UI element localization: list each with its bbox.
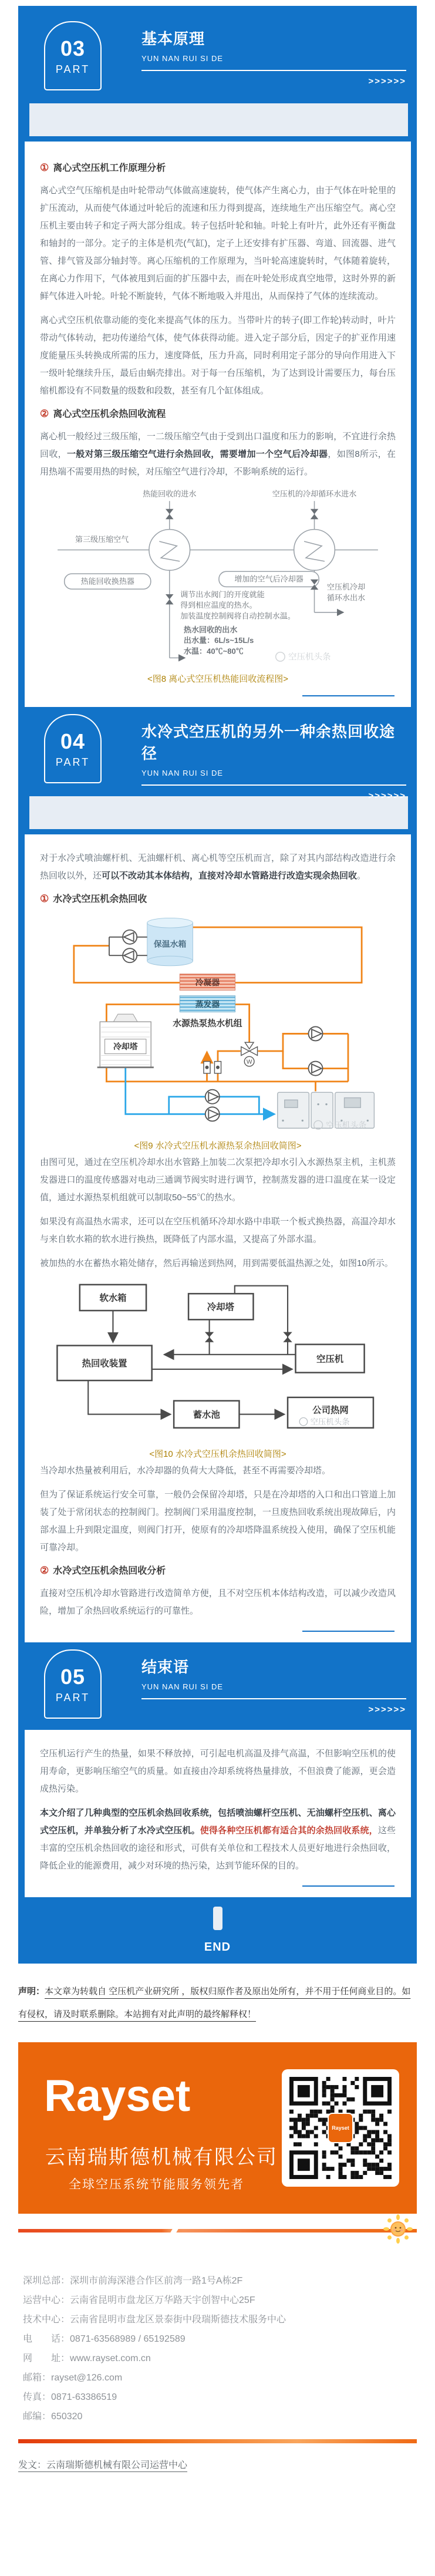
section-header-text [141, 27, 406, 86]
fig8-label-hot-inlet: 热能回收的进水 [143, 489, 197, 499]
card-bottom-rule [302, 1885, 394, 1887]
section-03 [18, 21, 417, 707]
fig8-note-2: 得到相应温度的热水。 [180, 601, 257, 610]
part-number: 05 [60, 1664, 86, 1689]
section-05-card [25, 1730, 411, 1897]
company-slogan: 全球空压系统节能服务领先者 [69, 2178, 244, 2191]
fig8-label-hx1: 热能回收换热器 [80, 577, 134, 586]
fig8-out-3: 水温：40℃~80℃ [183, 646, 244, 656]
section-subtitle: YUN NAN RUI SI DE [141, 1682, 224, 1691]
fig9-tank [147, 918, 193, 965]
part-badge-04 [44, 714, 102, 783]
paragraph: 如果没有高温热水需求，还可以在空压机循环冷却水路中串联一个板式换热器，高温冷却水与来自软水箱的软水进行换热，既降低了内部水温，又提高了外部水温。 [40, 1217, 396, 1244]
card-bottom-rule [302, 1631, 394, 1632]
section-header-text [141, 1655, 406, 1715]
svg-text:保温水箱: 保温水箱 [153, 939, 187, 949]
svg-text:蒸发器: 蒸发器 [195, 999, 220, 1009]
end-label: END [204, 1941, 231, 1954]
svg-text:水源热泵热水机组: 水源热泵热水机组 [173, 1019, 242, 1029]
fig8-out-2: 出水量：6L/s~15L/s [183, 636, 254, 645]
contact-row-email: 邮箱：rayset@126.com [23, 2373, 123, 2383]
part-label: PART [55, 63, 90, 75]
bold-text: 可以不改动其本体结构，直接对冷却水管路进行改造实现余热回收 [102, 871, 358, 881]
section-subtitle: YUN NAN RUI SI DE [141, 54, 224, 63]
figure-8-caption: <图8 离心式空压机热能回收流程图> [147, 674, 289, 684]
card-bottom-rule [302, 695, 394, 696]
fig8-out-right-2: 循环水出水 [326, 593, 366, 602]
part-number: 03 [60, 36, 86, 60]
publisher-text: 云南瑞斯德机械有限公司运营中心 [46, 2460, 188, 2470]
fig9-heat-pump-unit [173, 974, 242, 1029]
fig8-label-hx2: 增加的空气后冷却器 [234, 574, 304, 584]
part-label: PART [55, 1691, 90, 1703]
figure-10-caption: <图10 水冷式空压机余热回收简图> [149, 1449, 286, 1459]
bold-text: 本文介绍了几种典型的空压机余热回收系统，包括喷油螺杆空压机、无油螺杆空压机、离心式空压机，并单独分析了水冷式空压机。 [40, 1808, 396, 1836]
subheading: 水冷式空压机余热回收 [53, 894, 147, 904]
company-name: 云南瑞斯德机械有限公司 [45, 2146, 278, 2168]
contact-row-phone: 电 话：0871-63568989 / 65192589 [23, 2334, 186, 2344]
section-panel [29, 796, 408, 829]
fig8-label-stage3-air: 第三级压缩空气 [75, 534, 129, 544]
paragraph: 离心机一般经过三级压缩，一二级压缩空气由于受到出口温度和压力的影响，不宜进行余热回收，一般对第三级压缩空气进行余热回收，需要增加一个空气后冷却器，如图8所示，在用热端不需要用热的时候，对压缩空气进行冷却，不影响系统的运行。 [40, 432, 396, 477]
fig9-valve-motor-label: W [246, 1059, 252, 1066]
fig8-out-right-1: 空压机冷却 [326, 582, 366, 592]
fig8-out-1: 热水回收的出水 [183, 625, 238, 634]
part-label: PART [55, 756, 90, 768]
paragraph: 离心式空压机依靠动能的变化来提高气体的压力。当带叶片的转子(即工作轮)转动时，叶片带动气体转动，把功传递给气体，使气体获得动能。进入定子部分后，因定子的扩亚作用速度能量压头转换成所需的压力，速度降低，压力升高，同时利用定子部分的导向作用进入下一级叶轮继续升压，最后由蜗壳排出。对于每一台压缩机，为了达到设计需要压力，每台压缩机都设有不同数量的级数和段数，甚至有几个缸体组成。 [40, 315, 396, 396]
contact-row-website: 网 址：www.rayset.com.cn [23, 2353, 151, 2363]
contact-row-ops: 运营中心：云南省昆明市盘龙区万华路天宇创智中心25F [23, 2295, 255, 2305]
subheading: 离心式空压机余热回收流程 [53, 409, 166, 419]
paragraph: 直接对空压机冷却水管路进行改造简单方便，且不对空压机本体结构改造，可以减少改造风险，增加了余热回收系统运行的可靠性。 [40, 1588, 396, 1616]
section-title: 结束语 [141, 1658, 190, 1676]
fig8-diagram [42, 487, 394, 665]
section-05-header [44, 1649, 417, 1725]
circled-number-icon: ① [40, 162, 49, 173]
chevrons-icon: >>>>>> [368, 76, 406, 86]
svg-text:空压机头条: 空压机头条 [288, 652, 331, 662]
contact-row-tech: 技术中心：云南省昆明市盘龙区景泰街中段瑞斯德技术服务中心 [23, 2315, 286, 2325]
orange-divider-top [18, 2229, 417, 2232]
watermark [276, 651, 331, 662]
contact-row-zip: 邮编：650320 [23, 2412, 83, 2422]
fig9-cooling-tower [97, 1014, 154, 1068]
section-panel [29, 103, 408, 136]
circled-number-icon: ② [40, 408, 49, 419]
section-header-text [141, 720, 406, 801]
end-bar-icon [213, 1907, 222, 1930]
paragraph: 当冷却水热量被利用后，水冷却器的负荷大大降低，甚至不再需要冷却塔。 [40, 1466, 331, 1476]
fig8-label-cool-inlet: 空压机的冷却循环水进水 [272, 489, 357, 499]
red-emphasis-text: 使得各种空压机都有适合其的余热回收系统， [200, 1826, 378, 1836]
fig10-label-tower: 冷却塔 [207, 1302, 234, 1312]
fig10-diagram [49, 1279, 387, 1440]
paragraph: 由图可见，通过在空压机冷却水出水管路上加装二次泵把冷却水引入水源热泵主机，主机蒸发器进口的温度传感器对电动三通调节阀实时进行调节，控制蒸发器的进口温度在某一设定值，通过水源热泵机组就可以制取50~55℃的热水。 [40, 1157, 396, 1203]
section-04-header [44, 714, 417, 801]
section-subtitle: YUN NAN RUI SI DE [141, 769, 224, 777]
fig10-label-compressor: 空压机 [316, 1354, 344, 1365]
chevrons-icon: >>>>>> [368, 791, 406, 801]
section-04 [18, 714, 417, 1642]
circled-number-icon: ② [40, 1565, 49, 1576]
paragraph: 被加热的水在蓄热水箱处储存，然后再输送到热网，用到需要低温热源之处，如图10所示。 [40, 1258, 393, 1268]
disclaimer-label: 声明： [18, 1986, 45, 1996]
section-04-card [25, 834, 411, 1642]
disclaimer [18, 1980, 417, 2026]
section-title: 基本原理 [141, 30, 205, 48]
section-title: 水冷式空压机的另外一种余热回收途径 [141, 723, 396, 762]
section-03-header [44, 21, 417, 96]
orange-divider-bottom [18, 2439, 417, 2443]
fig9-diagram [44, 913, 392, 1132]
contact-block [18, 2229, 417, 2443]
svg-text:冷凝器: 冷凝器 [195, 978, 220, 988]
article-body [18, 6, 417, 1964]
fig10-label-heat-grid: 公司热网 [312, 1405, 349, 1416]
header-divider [141, 70, 406, 71]
end-block [18, 1897, 417, 1954]
fig10-label-pool: 蓄水池 [193, 1410, 220, 1420]
fig8-note-1: 调节出水阀门的开度就能 [180, 590, 265, 599]
contact-row-fax: 传真：0871-63386519 [23, 2392, 117, 2402]
svg-text:空压机头条: 空压机头条 [310, 1417, 350, 1426]
subheading: 水冷式空压机余热回收分析 [53, 1566, 166, 1576]
qr-code [282, 2069, 399, 2187]
contact-rows [18, 2232, 417, 2426]
subheading-row [40, 160, 396, 174]
part-badge-05 [44, 1649, 102, 1719]
subheading-row [40, 1563, 396, 1577]
bold-text: 一般对第三级压缩空气进行余热回收，需要增加一个空气后冷却器 [66, 449, 328, 459]
circled-number-icon: ① [40, 893, 49, 904]
part-badge-03 [44, 21, 102, 90]
contact-row-hq: 深圳总部：深圳市前海深港合作区前湾一路1号A栋2F [23, 2276, 243, 2286]
qr-center-logo: Rayset [328, 2113, 353, 2143]
section-03-card [25, 142, 411, 707]
fig8-note-3: 加装温度控制阀将自动控制水温。 [180, 611, 295, 621]
header-divider [141, 1698, 406, 1699]
header-divider [141, 784, 406, 786]
paragraph: 但为了保证系统运行安全可靠，一般仍会保留冷却塔，只是在冷却塔的入口和出口管道上加装了处于常闭状态的控制阀门。控制阀门采用温度控制，一旦废热回收系统出现故障后，内部水温上升到限定温度，则阀门打开，使原有的冷却塔降温系统投入使用，确保了空压机能可靠冷却。 [40, 1490, 396, 1553]
brand-banner [18, 2042, 417, 2214]
figure-9-heat-pump-recovery [40, 913, 396, 1134]
subheading: 离心式空压机工作原理分析 [53, 163, 166, 173]
publisher-label: 发文： [18, 2460, 47, 2470]
fig10-label-soft-tank: 软水箱 [99, 1293, 127, 1304]
rayset-logo: Rayset [44, 2071, 191, 2121]
disclaimer-text: 本文章为转载自 空压机产业研究所 ，版权归原作者及原出处所有，并不用于任何商业目的。如有侵权，请及时联系删除。本站拥有对此声明的最终解释权！ [18, 1986, 411, 2019]
paragraph: 本文介绍了几种典型的空压机余热回收系统，包括喷油螺杆空压机、无油螺杆空压机、离心式空压机，并单独分析了水冷式空压机。使得各种空压机都有适合其的余热回收系统，这些丰富的空压机余热回收的途径和形式，可供有关单位和工程技术人员更好地进行余热回收，降低企业的能源费用，减少对环境的热污染，达到节能环保的目的。 [40, 1808, 396, 1871]
fig10-label-recovery: 热回收装置 [82, 1359, 127, 1369]
chevrons-icon: >>>>>> [368, 1705, 406, 1715]
section-05 [18, 1649, 417, 1897]
part-number: 04 [60, 729, 86, 753]
paragraph: 离心式空气压缩机是由叶轮带动气体做高速旋转，使气体产生离心力，由于气体在叶轮里的扩压流动，从而使气体通过叶轮后的流速和压力得到提高，连续地生产出压缩空气。离心空压机主要由转子和定子两大部分组成。转子包括叶轮和轴。叶轮上有叶片，此外还有平衡盘和轴封的一部分。定子的主体是机壳(气缸)，定子上还安排有扩压器、弯道、回流器、进气管、排气管及部分轴封等。离心压缩机的工作原理为，当叶轮高速旋转时，气体随着旋转，在离心力作用下，气体被甩到后面的扩压器中去，而在叶轮处形成真空地带，这时外界的新鲜气体进入叶轮。叶轮不断旋转，气体不断地吸入并甩出，从而保持了气体的连续流动。 [40, 186, 396, 301]
paragraph: 空压机运行产生的热量，如果不释放掉，可引起电机高温及排气高温，不但影响空压机的使用寿命，更影响压缩空气的质量。如直接由冷却系统将热量排放，不但浪费了能源，更会造成热污染。 [40, 1749, 396, 1794]
subheading-row [40, 406, 396, 420]
figure-10-recovery-block-diagram [40, 1279, 396, 1443]
figure-9-caption: <图9 水冷式空压机水源热泵余热回收简图> [134, 1141, 302, 1151]
publisher-line [18, 2457, 417, 2471]
figure-8-heat-recovery-flow [40, 487, 396, 668]
paragraph: 对于水冷式喷油螺杆机、无油螺杆机、离心机等空压机而言，除了对其内部结构改造进行余热回收以外，还可以不改动其本体结构，直接对冷却水管路进行改造实现余热回收。 [40, 853, 396, 881]
sun-icon [383, 2214, 413, 2247]
svg-text:冷却塔: 冷却塔 [113, 1042, 138, 1052]
svg-text:空压机头条: 空压机头条 [326, 1120, 367, 1130]
subheading-row [40, 891, 396, 905]
